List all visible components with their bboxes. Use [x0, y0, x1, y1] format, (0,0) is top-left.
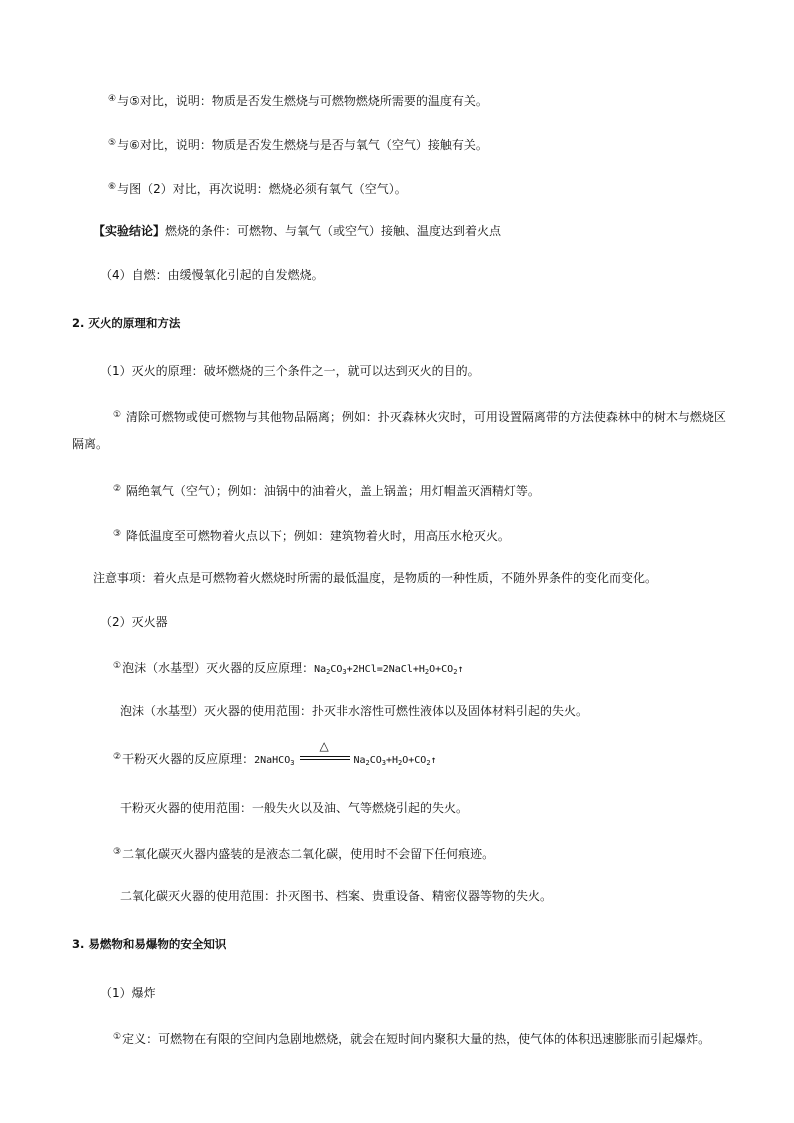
text-line	[100, 267, 324, 283]
conclusion-label: 【实验结论】	[93, 224, 166, 238]
equation-line	[113, 658, 463, 678]
line-text: 干粉灭火器的反应原理：	[122, 752, 255, 766]
text-line	[120, 888, 552, 904]
circled-number-marker: ①	[113, 661, 122, 671]
line-text: （4）自燃：由缓慢氧化引起的自发燃烧。	[100, 268, 324, 282]
text-line	[100, 614, 168, 630]
line-text: 隔绝氧气（空气）；例如：油锅中的油着火，盖上锅盖；用灯帽盖灭酒精灯等。	[122, 484, 540, 498]
line-text: 注意事项：着火点是可燃物着火燃烧时所需的最低温度，是物质的一种性质，不随外界条件的变化而变化。	[93, 571, 658, 585]
text-line	[120, 800, 468, 816]
line-text: 燃烧的条件：可燃物、与氧气（或空气）接触、温度达到着火点	[165, 224, 502, 238]
section-heading	[72, 315, 180, 331]
heating-condition-sign	[300, 739, 350, 765]
text-line	[108, 179, 407, 197]
text-line	[120, 703, 588, 719]
note-line	[93, 570, 657, 586]
line-text: 干粉灭火器的使用范围：一般失火以及油、气等燃烧引起的失火。	[120, 801, 469, 815]
line-text: 泡沫（水基型）灭火器的反应原理：	[122, 661, 315, 675]
line-text: 清除可燃物或使可燃物与其他物品隔离；例如：扑灭森林火灾时，可用设置隔离带的方法使森林中的树木与燃烧区	[122, 410, 726, 424]
line-text: 隔离。	[72, 437, 109, 451]
text-line	[113, 844, 494, 862]
text-line	[100, 363, 480, 379]
line-text: 降低温度至可燃物着火点以下；例如：建筑物着火时，用高压水枪灭火。	[122, 529, 510, 543]
line-text: 二氧化碳灭火器内盛装的是液态二氧化碳，使用时不会留下任何痕迹。	[122, 847, 495, 861]
heading-text: 3. 易燃物和易爆物的安全知识	[72, 937, 227, 951]
line-text: 与⑥对比，说明：物质是否发生燃烧与是否与氧气（空气）接触有关。	[117, 138, 488, 152]
circled-number-marker: ①	[113, 1032, 122, 1042]
circled-number-marker: ②	[113, 752, 122, 762]
text-line	[113, 1029, 710, 1047]
circled-number-marker: ④	[108, 94, 117, 104]
circled-number-marker: ①	[113, 410, 122, 420]
line-text: （1）爆炸	[100, 986, 156, 1000]
line-text: 与⑤对比，说明：物质是否发生燃烧与可燃物燃烧所需要的温度有关。	[117, 94, 488, 108]
circled-number-marker: ③	[113, 847, 122, 857]
text-line	[113, 407, 726, 425]
text-line	[100, 985, 156, 1001]
line-text: 与图（2）对比，再次说明：燃烧必须有氧气（空气）。	[117, 182, 407, 196]
text-line	[108, 91, 488, 109]
line-text: 定义：可燃物在有限的空间内急剧地燃烧，就会在短时间内聚积大量的热，使气体的体积迅速膨胀而引起爆炸。	[122, 1032, 711, 1046]
circled-number-marker: ⑥	[108, 182, 117, 192]
heading-text: 2. 灭火的原理和方法	[72, 316, 181, 330]
line-text: 二氧化碳灭火器的使用范围：扑灭图书、档案、贵重设备、精密仪器等物的失火。	[120, 889, 553, 903]
circled-number-marker: ②	[113, 484, 122, 494]
equation-line	[113, 739, 437, 769]
line-text: （2）灭火器	[100, 615, 168, 629]
section-heading	[72, 936, 226, 952]
chemical-equation: 2NaHCO$_3$	[254, 755, 295, 767]
text-line	[108, 135, 488, 153]
text-line	[113, 526, 510, 544]
text-line	[72, 436, 108, 452]
text-line	[113, 481, 540, 499]
chemical-equation-products: $Na_2CO_3+H_2O+CO_2↑$	[353, 755, 437, 767]
chemical-equation: $Na_2CO_3+2HCl=2NaCl+H_2O+CO_2↑$	[314, 664, 464, 676]
experiment-conclusion	[93, 223, 501, 239]
delta-symbol: △	[319, 739, 329, 753]
line-text: （1）灭火的原理：破坏燃烧的三个条件之一，就可以达到灭火的目的。	[100, 364, 480, 378]
circled-number-marker: ③	[113, 529, 122, 539]
circled-number-marker: ⑤	[108, 138, 117, 148]
line-text: 泡沫（水基型）灭火器的使用范围：扑灭非水溶性可燃性液体以及固体材料引起的失火。	[120, 704, 589, 718]
